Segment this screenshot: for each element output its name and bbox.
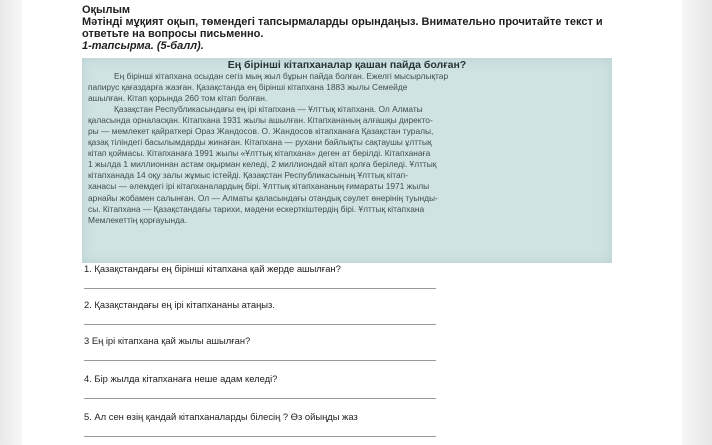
reading-text-body: [82, 71, 612, 226]
questions-list: [84, 263, 604, 445]
text-line: 1 жылда 1 миллионнан астам оқырман келеді, 2 миллиондай кітап қолға беріледі. Ұлттық: [88, 159, 437, 170]
task-label: 1-тапсырма. (5-балл).: [82, 40, 204, 52]
question-text: 2. Қазақстандағы ең ірі кітапхананы атаңыз.: [84, 299, 275, 310]
question-text: 1. Қазақстандағы ең бірінші кітапхана қай жерде ашылған?: [84, 263, 341, 274]
reading-text-title: Ең бірінші кітапханалар қашан пайда болған?: [227, 59, 467, 71]
instruction-line-2: ответьте на вопросы письменно.: [82, 28, 264, 40]
text-line: кітап қоймасы. Кітапханаға 1991 жылы «Ұлттық кітапхана» деген ат берілді. Кітапханаға: [88, 148, 431, 159]
instruction-line-1: Мәтінді мұқият оқып, төмендегі тапсырмаларды орындаңыз. Внимательно прочитайте текст и: [82, 16, 603, 28]
page-shadow-left: [0, 0, 22, 445]
question-item: [84, 373, 604, 407]
question-item: [84, 411, 604, 445]
question-text: 5. Ал сен өзің қандай кітапханаларды білесің ? Өз ойыңды жаз: [84, 411, 358, 422]
reading-text-box: [82, 58, 612, 263]
answer-line[interactable]: [84, 324, 436, 325]
worksheet-header: [82, 4, 642, 52]
answer-line[interactable]: [84, 398, 436, 399]
text-line: қазақ тіліндегі басылымдарды жинаған. Кітапхана — рухани байлықты сақтаушы ұлттық: [88, 137, 432, 148]
text-line: Ең бірінші кітапхана осыдан сегіз мың жыл бұрын пайда болған. Ежелгі мысырлықтар: [114, 71, 449, 81]
answer-line[interactable]: [84, 288, 436, 289]
answer-line[interactable]: [84, 360, 436, 361]
text-line: қаласында орналасқан. Кітапхана 1931 жылы ашылған. Кітапхананың алғашқы директо-: [88, 115, 433, 126]
section-title: Оқылым: [82, 4, 130, 16]
text-line: папирус қағаздарға жазған. Қазақстанда ең бірінші кітапхана 1883 жылы Семейде: [88, 82, 408, 93]
text-line: ханасы — әлемдегі ірі кітапханалардың бірі. Ұлттық кітапхананың ғимараты 1971 жылы: [88, 181, 430, 192]
worksheet-page: [22, 0, 682, 445]
question-text: 4. Бір жылда кітапханаға неше адам келеді?: [84, 373, 278, 384]
text-line: кітапханада 14 оқу залы жұмыс істейді. Қазақстан Республикасының Ұлттық кітап-: [88, 170, 408, 181]
text-line: арнайы жобамен салынған. Ол — Алматы қаласындағы отандық сәулет өнерінің туынды-: [88, 192, 438, 203]
question-text: 3 Ең ірі кітапхана қай жылы ашылған?: [84, 335, 251, 346]
text-line: ры — мемлекет қайраткері Ораз Жандосов. О. Жандосов кітапханаға Қазақстан туралы,: [88, 126, 434, 137]
question-item: [84, 263, 604, 297]
text-line: сы. Кітапхана — Қазақстандағы тарихи, мәдени ескерткіштердің бірі. Ұлттық кітапхана: [88, 203, 425, 214]
text-line: Қазақстан Республикасындағы ең ірі кітапхана — Ұлттық кітапхана. Ол Алматы: [114, 104, 423, 115]
page-shadow-right: [682, 0, 712, 445]
question-item: [84, 335, 604, 369]
text-line: Мемлекеттің қорғауында.: [88, 214, 187, 225]
text-line: ашылған. Кітап қорында 260 том кітап болған.: [88, 93, 268, 104]
question-item: [84, 299, 604, 333]
answer-line[interactable]: [84, 436, 436, 437]
